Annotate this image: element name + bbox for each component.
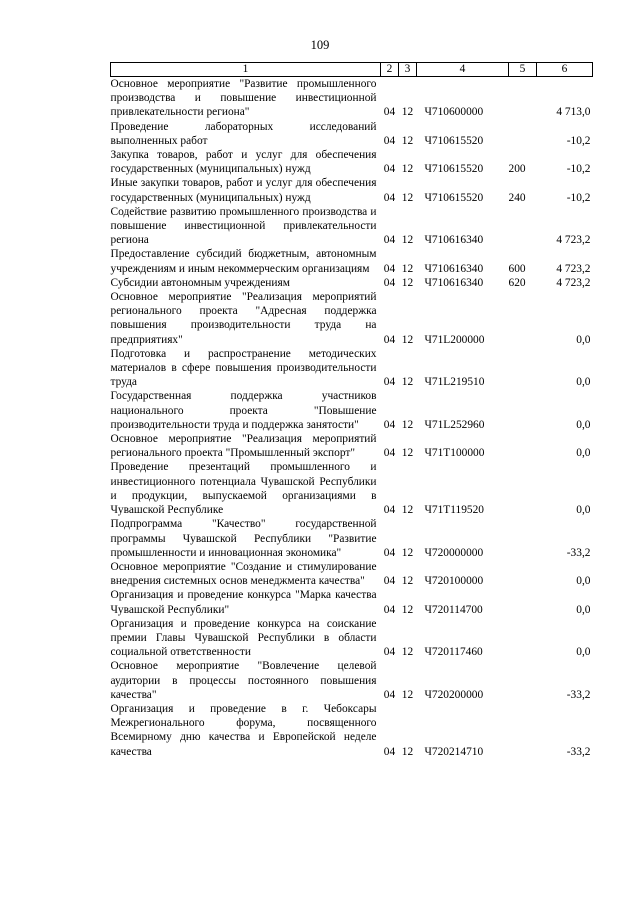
row-expense-type-cell: 240 [508,191,526,204]
column-header: 6 [537,63,593,77]
row-name-cell: Организация и проведение конкурса "Марка качества Чувашской Республики" [110,589,377,616]
table-row [111,176,593,204]
row-subsection-cell: 12 [401,688,414,701]
table-row [111,659,593,702]
row-amount-cell: 4 713,0 [556,106,591,119]
row-name-cell: Проведение лабораторных исследований выполненных работ [110,120,377,147]
row-section-cell: 04 [383,106,396,119]
table-row [111,276,593,290]
row-name-cell: Содействие развитию промышленного производства и повышение инвестиционной привлекательности региона [110,205,377,247]
row-target-article-cell: Ч710616340 [424,276,484,289]
row-section-cell: 04 [383,447,396,460]
row-name-cell: Субсидии автономным учреждениям [110,276,290,289]
row-target-article-cell: Ч71T100000 [424,447,485,460]
row-amount-cell: 0,0 [576,376,591,389]
row-name-cell: Организация и проведение в г. Чебоксары Межрегионального форума, посвященного Всемирному дню качества и Европейской неделе качества [110,702,377,758]
row-section-cell: 04 [383,603,396,616]
row-name-cell: Подготовка и распространение методических материалов в сфере повышения производительности труда [110,347,377,389]
table-header-row [111,63,593,77]
table-body [111,77,593,759]
row-section-cell: 04 [383,688,396,701]
table-row [111,617,593,660]
row-expense-type-cell [509,205,537,248]
row-expense-type-cell [509,389,537,432]
row-amount-cell: -10,2 [566,163,591,176]
row-subsection-cell: 12 [401,234,414,247]
column-header: 2 [381,63,399,77]
row-target-article-cell: Ч720114700 [424,603,483,616]
row-expense-type-cell [509,77,537,120]
row-expense-type-cell [509,290,537,347]
table-row [111,290,593,347]
row-amount-cell: 0,0 [576,603,591,616]
table-row [111,517,593,560]
row-target-article-cell: Ч710600000 [424,106,484,119]
row-target-article-cell: Ч720214710 [424,745,484,758]
table-row [111,247,593,275]
row-amount-cell: 4 723,2 [556,262,591,275]
table-row [111,560,593,588]
row-target-article-cell: Ч720117460 [424,646,483,659]
row-target-article-cell: Ч710615520 [424,191,484,204]
row-amount-cell: 0,0 [576,575,591,588]
row-expense-type-cell: 200 [508,163,526,176]
row-section-cell: 04 [383,546,396,559]
column-header: 4 [417,63,509,77]
row-subsection-cell: 12 [401,447,414,460]
row-name-cell: Основное мероприятие "Реализация мероприятий регионального проекта "Адресная поддержка повышения производительности труда на предприятиях" [110,291,377,346]
row-expense-type-cell: 620 [508,276,526,289]
table-row [111,389,593,432]
row-expense-type-cell [509,702,537,759]
row-amount-cell: 0,0 [576,447,591,460]
table-row [111,120,593,148]
row-amount-cell: -10,2 [566,191,591,204]
row-amount-cell: 0,0 [576,333,591,346]
row-section-cell: 04 [383,333,396,346]
row-subsection-cell: 12 [401,418,414,431]
row-name-cell: Государственная поддержка участников национального проекта "Повышение производительности труда и поддержка занятости" [110,390,377,431]
row-subsection-cell: 12 [401,276,414,289]
table-row [111,77,593,120]
row-target-article-cell: Ч720000000 [424,546,484,559]
row-expense-type-cell [509,120,537,148]
row-section-cell: 04 [383,262,396,275]
row-name-cell: Иные закупки товаров, работ и услуг для обеспечения государственных (муниципальных) нужд [110,177,377,204]
row-name-cell: Основное мероприятие "Реализация мероприятий регионального проекта "Промышленный экспорт" [110,433,377,460]
row-section-cell: 04 [383,134,396,147]
table-row [111,432,593,460]
row-expense-type-cell [509,460,537,517]
row-expense-type-cell: 600 [508,262,526,275]
row-subsection-cell: 12 [401,262,414,275]
row-amount-cell: -33,2 [566,546,591,559]
row-section-cell: 04 [383,163,396,176]
row-name-cell: Проведение презентаций промышленного и инвестиционного потенциала Чувашской Республики и продукции, выпускаемой организациями в Чувашской Республике [110,461,377,517]
row-expense-type-cell [509,432,537,460]
row-name-cell: Организация и проведение конкурса на соискание премии Главы Чувашской Республики в области социальной ответственности [110,617,377,659]
row-name-cell: Основное мероприятие "Вовлечение целевой аудитории в процессы постоянного повышения качества" [110,660,377,701]
row-amount-cell: -33,2 [566,688,591,701]
page-number: 109 [310,38,330,52]
column-header: 5 [509,63,537,77]
row-subsection-cell: 12 [401,333,414,346]
row-subsection-cell: 12 [401,745,414,758]
row-target-article-cell: Ч710615520 [424,163,484,176]
table-row [111,588,593,616]
row-name-cell: Подпрограмма "Качество" государственной программы Чувашской Республики "Развитие промышленности и инновационная экономика" [110,518,377,559]
row-amount-cell: 0,0 [576,504,591,517]
row-expense-type-cell [509,560,537,588]
row-amount-cell: 4 723,2 [556,234,591,247]
row-name-cell: Предоставление субсидий бюджетным, автономным учреждениям и иным некоммерческим организациям [110,248,377,275]
row-subsection-cell: 12 [401,134,414,147]
row-subsection-cell: 12 [401,163,414,176]
table-row [111,205,593,248]
row-target-article-cell: Ч710615520 [424,134,484,147]
row-subsection-cell: 12 [401,603,414,616]
row-name-cell: Основное мероприятие "Развитие промышленного производства и повышение инвестиционной привлекательности региона" [110,78,377,119]
row-expense-type-cell [509,347,537,390]
row-subsection-cell: 12 [401,546,414,559]
table-row [111,148,593,176]
row-target-article-cell: Ч710616340 [424,262,484,275]
budget-table [110,62,593,759]
row-subsection-cell: 12 [401,504,414,517]
column-header: 1 [111,63,381,77]
row-section-cell: 04 [383,418,396,431]
row-target-article-cell: Ч71L200000 [424,333,485,346]
row-section-cell: 04 [383,234,396,247]
row-target-article-cell: Ч720200000 [424,688,484,701]
row-subsection-cell: 12 [401,376,414,389]
row-subsection-cell: 12 [401,106,414,119]
row-target-article-cell: Ч720100000 [424,575,484,588]
table-row [111,347,593,390]
row-target-article-cell: Ч710616340 [424,234,484,247]
row-section-cell: 04 [383,575,396,588]
row-target-article-cell: Ч71L219510 [424,376,485,389]
row-expense-type-cell [509,659,537,702]
row-amount-cell: 0,0 [576,646,591,659]
row-expense-type-cell [509,517,537,560]
row-section-cell: 04 [383,646,396,659]
table-row [111,460,593,517]
row-amount-cell: -33,2 [566,745,591,758]
row-target-article-cell: Ч71T119520 [424,504,485,517]
row-amount-cell: -10,2 [566,134,591,147]
row-subsection-cell: 12 [401,646,414,659]
row-section-cell: 04 [383,276,396,289]
row-expense-type-cell [509,588,537,616]
row-subsection-cell: 12 [401,191,414,204]
column-header: 3 [399,63,417,77]
row-section-cell: 04 [383,504,396,517]
row-name-cell: Основное мероприятие "Создание и стимулирование внедрения системных основ менеджмента качества" [110,560,377,588]
row-amount-cell: 4 723,2 [556,276,591,289]
row-expense-type-cell [509,617,537,660]
row-section-cell: 04 [383,376,396,389]
row-section-cell: 04 [383,191,396,204]
row-amount-cell: 0,0 [576,418,591,431]
row-subsection-cell: 12 [401,575,414,588]
row-target-article-cell: Ч71L252960 [424,418,485,431]
row-section-cell: 04 [383,745,396,758]
table-row [111,702,593,759]
row-name-cell: Закупка товаров, работ и услуг для обеспечения государственных (муниципальных) нужд [110,149,377,176]
